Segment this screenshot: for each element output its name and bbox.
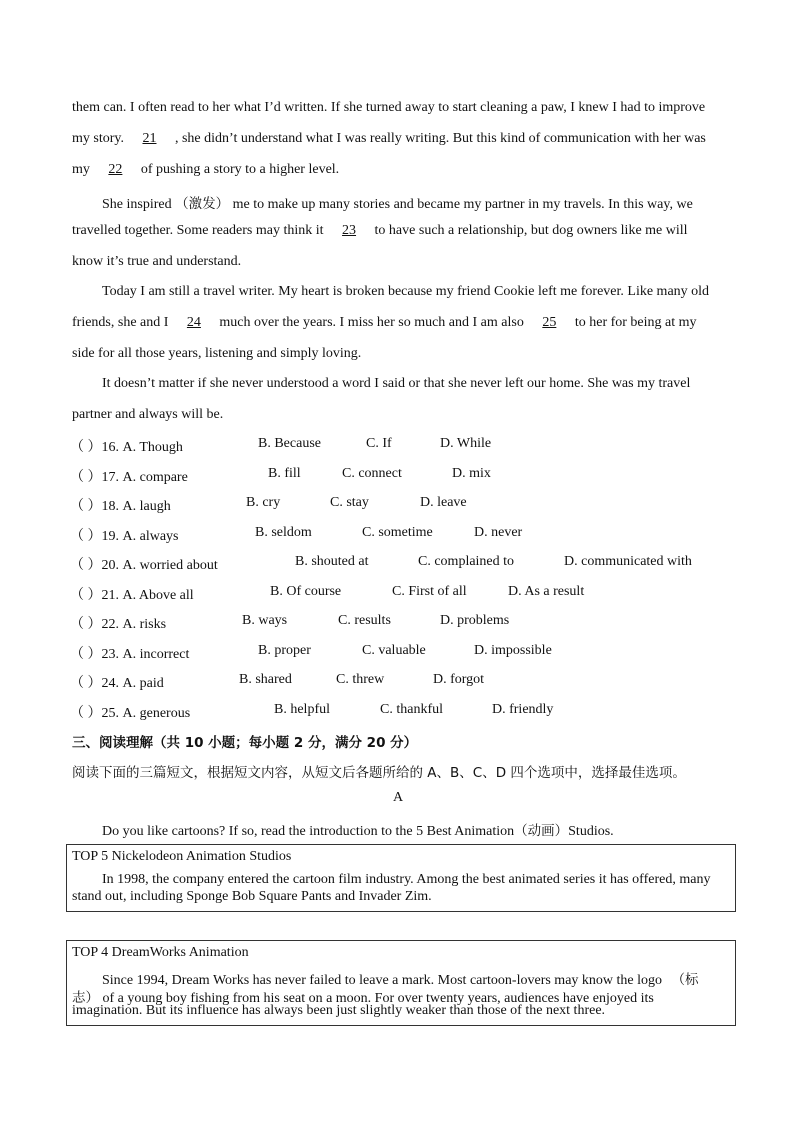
intro-line: Do you like cartoons? If so, read the introduction to the 5 Best Animation（动画）Studios. [102, 823, 614, 839]
passage-line: them can. I often read to her what I’d written. If she turned away to start cleaning a paw, I knew I had to improve [72, 100, 706, 115]
box-text: 志） of a young boy fishing from his seat on a moon. For over twenty years, audiences have enjoyed its [72, 990, 654, 1006]
option-b: B. Because [258, 436, 321, 451]
option-b: B. Of course [270, 584, 342, 599]
question-18: （ ）18. A. laugh [70, 499, 171, 514]
passage-line: friends, she and I 24 much over the years. I miss her so much and I am also 25 to her for being at my [72, 315, 697, 330]
question-20: （ ）20. A. worried about [70, 558, 218, 573]
passage-line: travelled together. Some readers may think it 23 to have such a relationship, but dog owners like me will [72, 223, 688, 238]
box-text: In 1998, the company entered the cartoon film industry. Among the best animated series it has offered, many [102, 872, 711, 887]
option-d: D. impossible [474, 643, 552, 658]
option-d: D. friendly [492, 702, 554, 717]
passage-line: my 22 of pushing a story to a higher level. [72, 162, 340, 177]
option-c: C. If [366, 436, 392, 451]
passage-line: It doesn’t matter if she never understood a word I said or that she never left our home. She was my travel [102, 376, 691, 391]
part-label: A [393, 790, 404, 805]
passage-line: Today I am still a travel writer. My heart is broken because my friend Cookie left me forever. Like many old [102, 284, 710, 299]
question-21: （ ）21. A. Above all [70, 588, 194, 603]
blank-21: 21 [142, 131, 157, 146]
option-d: D. As a result [508, 584, 585, 599]
question-25: （ ）25. A. generous [70, 706, 191, 721]
blank-25: 25 [542, 315, 557, 330]
option-b: B. shared [239, 672, 292, 687]
option-c: C. sometime [362, 525, 433, 540]
option-c: C. valuable [362, 643, 426, 658]
option-d: D. mix [452, 466, 491, 481]
box-title: TOP 4 DreamWorks Animation [72, 945, 249, 960]
question-22: （ ）22. A. risks [70, 617, 167, 632]
option-b: B. shouted at [295, 554, 369, 569]
question-19: （ ）19. A. always [70, 529, 179, 544]
option-d: D. problems [440, 613, 510, 628]
option-b: B. ways [242, 613, 288, 628]
option-c: C. thankful [380, 702, 443, 717]
option-d: D. communicated with [564, 554, 692, 569]
studio-box-top4 [66, 940, 736, 1026]
box-text: stand out, including Sponge Bob Square Pants and Invader Zim. [72, 889, 432, 904]
option-d: D. leave [420, 495, 467, 510]
passage-line: partner and always will be. [72, 407, 224, 422]
option-d: D. never [474, 525, 523, 540]
option-b: B. seldom [255, 525, 312, 540]
option-d: D. forgot [433, 672, 485, 687]
question-24: （ ）24. A. paid [70, 676, 164, 691]
option-b: B. cry [246, 495, 281, 510]
option-c: C. complained to [418, 554, 515, 569]
option-c: C. First of all [392, 584, 467, 599]
blank-22: 22 [108, 162, 123, 177]
option-c: C. threw [336, 672, 385, 687]
question-16: （ ）16. A. Though [70, 440, 183, 455]
passage-line: my story. 21 , she didn’t understand what I was really writing. But this kind of communication with her was [72, 131, 706, 146]
option-b: B. helpful [274, 702, 330, 717]
passage-line: She inspired （激发） me to make up many stories and became my partner in my travels. In this way, we [102, 196, 693, 212]
option-b: B. fill [268, 466, 301, 481]
box-title: TOP 5 Nickelodeon Animation Studios [72, 849, 292, 864]
section-heading: 三、阅读理解（共 10 小题；每小题 2 分，满分 20 分） [72, 735, 418, 751]
passage-line: side for all those years, listening and simply loving. [72, 346, 362, 361]
blank-24: 24 [186, 315, 201, 330]
question-23: （ ）23. A. incorrect [70, 647, 190, 662]
blank-23: 23 [342, 223, 357, 238]
option-c: C. results [338, 613, 391, 628]
question-17: （ ）17. A. compare [70, 470, 188, 485]
option-c: C. stay [330, 495, 369, 510]
option-b: B. proper [258, 643, 311, 658]
option-c: C. connect [342, 466, 402, 481]
studio-box-top5 [66, 844, 736, 912]
box-text: imagination. But its influence has always been just slightly weaker than those of the next three. [72, 1003, 606, 1018]
passage-line: know it’s true and understand. [72, 254, 242, 269]
section-instruction: 阅读下面的三篇短文，根据短文内容，从短文后各题所给的 A、B、C、D 四个选项中，选择最佳选项。 [72, 765, 686, 781]
option-d: D. While [440, 436, 492, 451]
box-text: Since 1994, Dream Works has never failed to leave a mark. Most cartoon-lovers may know the logo （标 [102, 972, 699, 988]
